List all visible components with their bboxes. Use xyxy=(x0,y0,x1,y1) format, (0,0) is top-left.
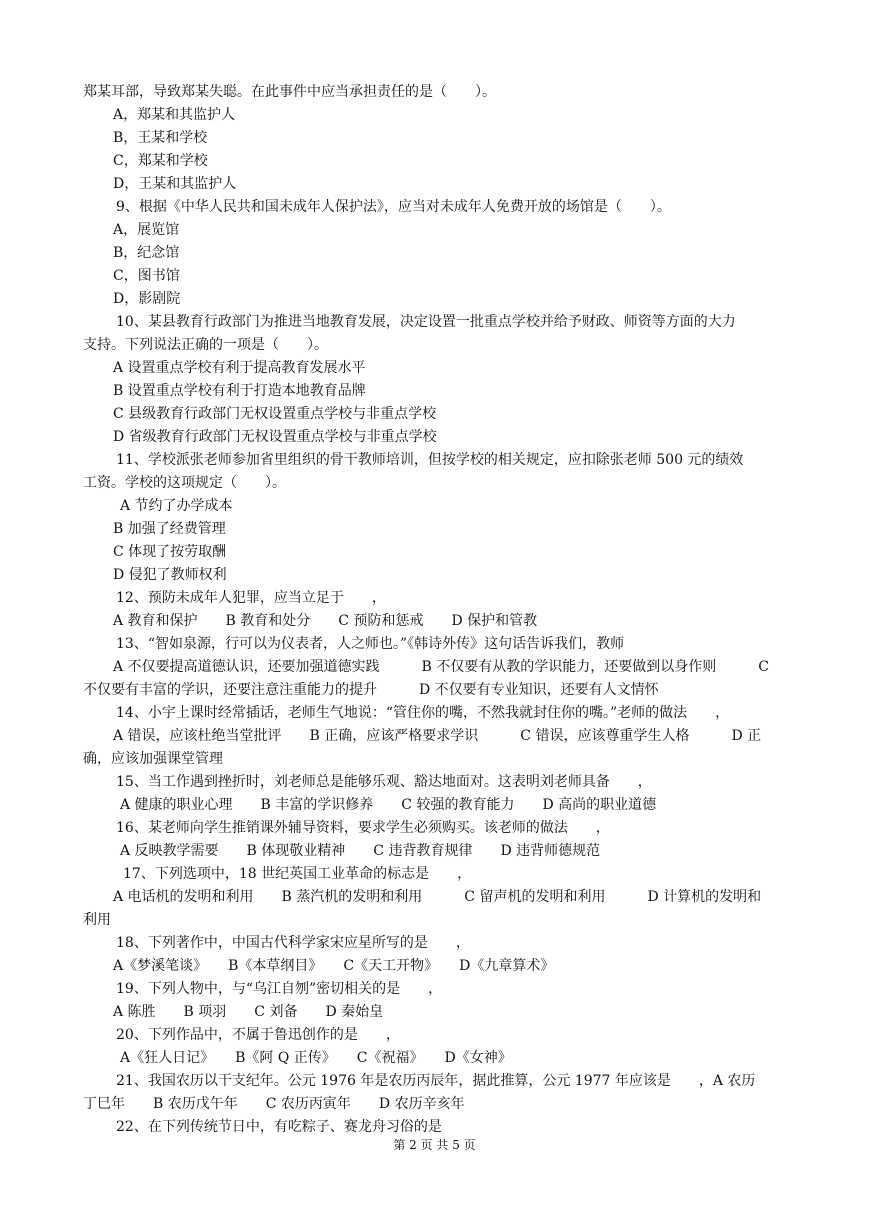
option-line: D，王某和其监护人 xyxy=(113,176,237,192)
question-line: 10、某县教育行政部门为推进当地教育发展，决定设置一批重点学校并给予财政、师资等方面的大力 xyxy=(116,314,736,330)
question-line: 16、某老师向学生推销课外辅导资料，要求学生必须购买。该老师的做法 ， xyxy=(116,820,610,836)
option-line: A，展览馆 xyxy=(113,222,180,238)
option-line: D 省级教育行政部门无权设置重点学校与非重点学校 xyxy=(113,429,437,445)
option-line: A 不仅要提高道德认识，还要加强道德实践 B 不仅要有从教的学识能力，还要做到以身作则 C xyxy=(113,659,770,675)
option-line: C 县级教育行政部门无权设置重点学校与非重点学校 xyxy=(113,406,437,422)
option-line: D，影剧院 xyxy=(113,291,181,307)
question-line: 13、“智如泉源，行可以为仪表者，人之师也。”《韩诗外传》这句话告诉我们，教师 xyxy=(116,636,625,652)
question-line: 20、下列作品中，不属于鲁迅创作的是 ， xyxy=(116,1027,400,1043)
option-line: A 教育和保护 B 教育和处分 C 预防和惩戒 D 保护和管教 xyxy=(113,613,538,629)
question-line: 12、预防未成年人犯罪，应当立足于 ， xyxy=(116,590,386,606)
option-line: B 加强了经费管理 xyxy=(113,521,226,537)
question-line: 工资。学校的这项规定（ ）。 xyxy=(83,475,286,491)
option-line: A 陈胜 B 项羽 C 刘备 D 秦始皇 xyxy=(113,1004,384,1020)
option-line: C，图书馆 xyxy=(113,268,180,284)
question-line: 15、当工作遇到挫折时，刘老师总是能够乐观、豁达地面对。这表明刘老师具备 ， xyxy=(116,774,652,790)
question-line: 18、下列著作中，中国古代科学家宋应星所写的是 ， xyxy=(116,935,470,951)
question-line: 11、学校派张老师参加省里组织的骨干教师培训，但按学校的相关规定，应扣除张老师 500 元的绩效 xyxy=(116,452,744,468)
option-line: B，王某和学校 xyxy=(113,130,208,146)
option-line: A 电话机的发明和利用 B 蒸汽机的发明和利用 C 留声机的发明和利用 D 计算机的发明和 xyxy=(113,889,762,905)
option-line: A 设置重点学校有利于提高教育发展水平 xyxy=(113,360,366,376)
page-footer: 第 2 页 共 5 页 xyxy=(393,1138,476,1152)
option-line: A 反映教学需要 B 体现敬业精神 C 违背教育规律 D 违背师德规范 xyxy=(120,843,601,859)
option-line: A，郑某和其监护人 xyxy=(113,107,236,123)
question-line: 支持。下列说法正确的一项是（ ）。 xyxy=(83,337,328,353)
option-line: B 设置重点学校有利于打造本地教育品牌 xyxy=(113,383,366,399)
option-line: A 错误，应该杜绝当堂批评 B 正确，应该严格要求学识 C 错误，应该尊重学生人格 D 正 xyxy=(113,728,762,744)
option-line: D 侵犯了教师权利 xyxy=(113,567,227,583)
option-line: A 健康的职业心理 B 丰富的学识修养 C 较强的教育能力 D 高尚的职业道德 xyxy=(120,797,657,813)
option-line: A《狂人日记》 B《阿 Q 正传》 C《祝福》 D《女神》 xyxy=(120,1050,512,1066)
option-line: A《梦溪笔谈》 B《本草纲目》 C《天工开物》 D《九章算术》 xyxy=(113,958,555,974)
option-line: C，郑某和学校 xyxy=(113,153,208,169)
option-line: B，纪念馆 xyxy=(113,245,180,261)
option-line: 丁巳年 B 农历戊午年 C 农历丙寅年 D 农历辛亥年 xyxy=(83,1096,465,1112)
question-line: 14、小宇上课时经常插话，老师生气地说：“管住你的嘴，不然我就封住你的嘴。”老师的做法 ， xyxy=(116,705,730,721)
question-line: 19、下列人物中，与“乌江自刎”密切相关的是 ， xyxy=(116,981,443,997)
question-line: 22、在下列传统节日中，有吃粽子、赛龙舟习俗的是 xyxy=(116,1119,442,1135)
option-line: 确，应该加强课堂管理 xyxy=(83,751,223,767)
option-line: C 体现了按劳取酬 xyxy=(113,544,227,560)
question-line: 9、根据《中华人民共和国未成年人保护法》，应当对未成年人免费开放的场馆是（ ）。 xyxy=(116,199,671,215)
text-line: 郑某耳部，导致郑某失聪。在此事件中应当承担责任的是（ ）。 xyxy=(83,84,496,100)
question-line: 21、我国农历以干支纪年。公元 1976 年是农历丙辰年，据此推算，公元 1977 年应该是 ，A 农历 xyxy=(116,1073,756,1089)
question-line: 17、下列选项中，18 世纪英国工业革命的标志是 ， xyxy=(123,866,472,882)
option-line: A 节约了办学成本 xyxy=(120,498,233,514)
option-line: 利用 xyxy=(83,912,111,928)
option-line: 不仅要有丰富的学识，还要注意注重能力的提升 D 不仅要有专业知识，还要有人文情怀 xyxy=(83,682,659,698)
